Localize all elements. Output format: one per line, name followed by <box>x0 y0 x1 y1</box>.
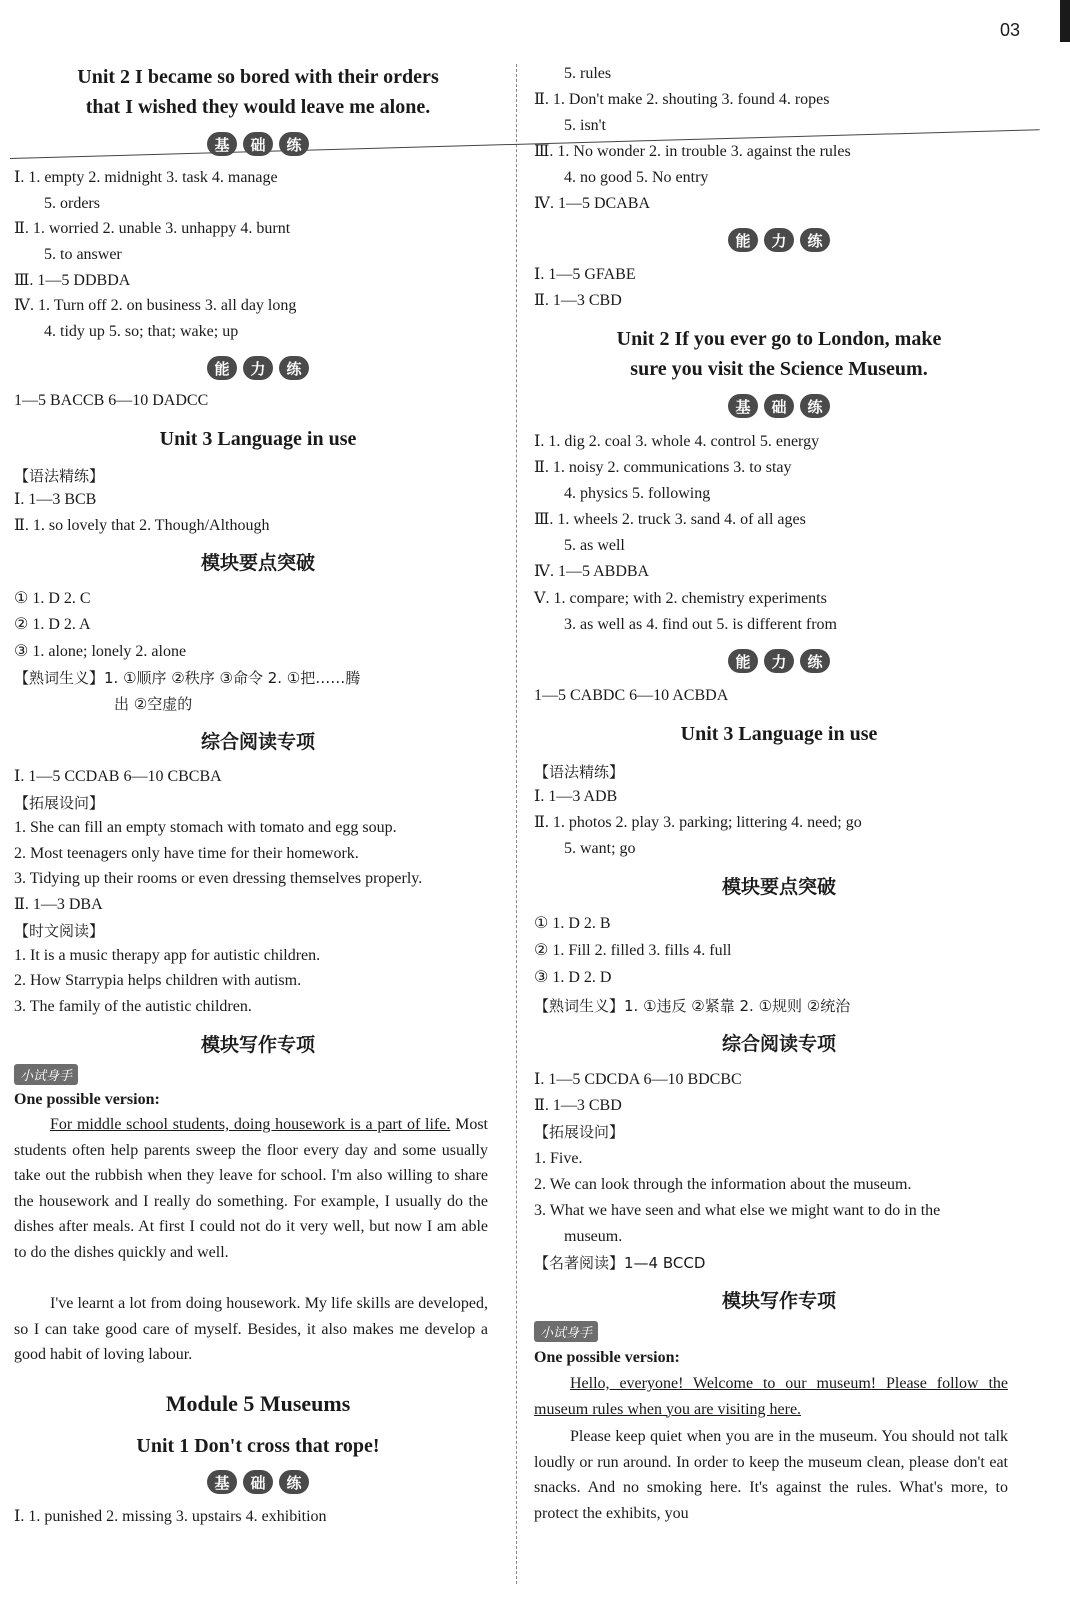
section-title: 模块写作专项 <box>200 1034 315 1056</box>
answer-line: 5. orders <box>44 195 100 212</box>
answer-line: 4. tidy up 5. so; that; wake; up <box>44 323 239 340</box>
answer-line: 【熟词生义】1. ①违反 ②紧靠 2. ①规则 ②统治 <box>534 997 851 1015</box>
basic-practice-badge <box>14 132 502 156</box>
possible-version-label: One possible version: <box>14 1091 160 1108</box>
answer-line: Ⅱ. 1—3 CBD <box>534 292 622 309</box>
answer-line: 1—5 CABDC 6—10 ACBDA <box>534 687 729 704</box>
answer-line: Ⅰ. 1—5 CCDAB 6—10 CBCBA <box>14 768 222 785</box>
answer-line: 4. no good 5. No entry <box>564 169 709 186</box>
badge-char: 基 <box>207 1470 237 1494</box>
section-head: 【拓展设问】 <box>534 1123 625 1141</box>
unit-title: Unit 2 If you ever go to London, make <box>616 328 942 350</box>
answer-line: 1. Five. <box>534 1150 583 1167</box>
answer-line: Ⅱ. 1—3 CBD <box>534 1097 622 1114</box>
answer-line: Ⅲ. 1. No wonder 2. in trouble 3. against the rules <box>534 143 851 160</box>
unit-title: sure you visit the Science Museum. <box>630 358 928 380</box>
unit-title: Unit 3 Language in use <box>680 723 878 745</box>
badge-char: 能 <box>728 228 758 252</box>
answer-line: ① 1. D 2. C <box>14 590 91 607</box>
answer-line: Ⅱ. 1. noisy 2. communications 3. to stay <box>534 459 792 476</box>
try-tag: 小试身手 <box>534 1321 598 1342</box>
answer-line: Ⅲ. 1. wheels 2. truck 3. sand 4. of all ages <box>534 511 806 528</box>
answer-line: ② 1. D 2. A <box>14 616 91 633</box>
answer-line: Ⅰ. 1—3 ADB <box>534 788 618 805</box>
essay-paragraph <box>14 1112 488 1265</box>
answer-line: 5. to answer <box>44 246 122 263</box>
answer-line: ③ 1. D 2. D <box>534 969 612 986</box>
section-title: 模块要点突破 <box>200 552 315 574</box>
badge-char: 能 <box>728 649 758 673</box>
badge-char: 能 <box>207 356 237 380</box>
answer-line: 3. The family of the autistic children. <box>14 998 252 1015</box>
essay-underlined: For middle school students, doing housework is a part of life. <box>50 1116 451 1133</box>
answer-line: 5. as well <box>564 537 625 554</box>
unit-title: Unit 2 I became so bored with their orders <box>77 66 439 88</box>
badge-char: 练 <box>800 228 830 252</box>
unit-title: Unit 3 Language in use <box>159 428 357 450</box>
answer-line: 2. Most teenagers only have time for their homework. <box>14 845 359 862</box>
answer-line: 5. rules <box>564 65 612 82</box>
basic-practice-badge <box>14 1470 502 1494</box>
badge-char: 练 <box>279 356 309 380</box>
badge-char: 练 <box>279 132 309 156</box>
answer-line: Ⅰ. 1. punished 2. missing 3. upstairs 4. exhibition <box>14 1508 327 1525</box>
badge-char: 础 <box>243 132 273 156</box>
answer-line: 出 ②空虚的 <box>114 695 193 713</box>
page-number: 03 <box>1000 20 1021 40</box>
answer-line: 4. physics 5. following <box>564 485 711 502</box>
answer-line: 1. She can fill an empty stomach with tomato and egg soup. <box>14 819 397 836</box>
answer-line: 3. Tidying up their rooms or even dressing themselves properly. <box>14 870 423 887</box>
answer-line: Ⅰ. 1—5 CDCDA 6—10 BDCBC <box>534 1071 742 1088</box>
answer-line: ① 1. D 2. B <box>534 915 611 932</box>
essay-text: Most students often help parents sweep the floor every day and some usually take out the rubbish when they leave for school. I'm also willing to share the housework and I really do something. For example, I usually do the dishes after meals. At first I could not do it very well, but now I am able to do the dishes quickly and well. <box>14 1116 488 1261</box>
basic-practice-badge <box>534 394 1024 418</box>
badge-char: 力 <box>764 228 794 252</box>
column-divider <box>516 64 517 1584</box>
section-head: 【语法精练】 <box>14 467 105 485</box>
badge-char: 础 <box>764 394 794 418</box>
section-head: 【语法精练】 <box>534 763 625 781</box>
badge-char: 基 <box>728 394 758 418</box>
ability-practice-badge <box>14 356 502 380</box>
badge-char: 基 <box>207 132 237 156</box>
ability-practice-badge <box>534 228 1024 252</box>
answer-line: ③ 1. alone; lonely 2. alone <box>14 643 187 660</box>
badge-char: 练 <box>279 1470 309 1494</box>
answer-line: 2. How Starrypia helps children with autism. <box>14 972 302 989</box>
badge-char: 础 <box>243 1470 273 1494</box>
section-title: 综合阅读专项 <box>721 1033 836 1055</box>
answer-line: Ⅱ. 1. photos 2. play 3. parking; littering 4. need; go <box>534 814 862 831</box>
edge-marker <box>1060 0 1070 42</box>
answer-line: Ⅰ. 1—5 GFABE <box>534 266 636 283</box>
essay-paragraph: I've learnt a lot from doing housework. My life skills are developed, so I can take good care of myself. Besides, it also makes me develop a good habit of loving labour. <box>14 1295 488 1363</box>
section-title: 模块写作专项 <box>721 1290 836 1312</box>
section-title: 综合阅读专项 <box>200 731 315 753</box>
essay-underlined: Hello, everyone! Welcome to our museum! Please follow the museum rules when you are visiting here. <box>534 1375 1008 1418</box>
answer-line: Ⅳ. 1—5 ABDBA <box>534 563 650 580</box>
answer-line: 1. It is a music therapy app for autistic children. <box>14 947 321 964</box>
ability-practice-badge <box>534 649 1024 673</box>
section-title: 模块要点突破 <box>721 876 836 898</box>
answer-line: Ⅱ. 1. Don't make 2. shouting 3. found 4. ropes <box>534 91 830 108</box>
badge-char: 练 <box>800 649 830 673</box>
badge-char: 练 <box>800 394 830 418</box>
answer-line: Ⅴ. 1. compare; with 2. chemistry experiments <box>534 590 827 607</box>
answer-line: 1—5 BACCB 6—10 DADCC <box>14 392 209 409</box>
answer-line: Ⅳ. 1. Turn off 2. on business 3. all day long <box>14 297 297 314</box>
answer-line: Ⅰ. 1. empty 2. midnight 3. task 4. manage <box>14 169 278 186</box>
answer-line: 3. as well as 4. find out 5. is different from <box>564 616 837 633</box>
answer-line: 【熟词生义】1. ①顺序 ②秩序 ③命令 2. ①把……腾 <box>14 669 361 687</box>
answer-line: museum. <box>564 1228 623 1245</box>
try-tag: 小试身手 <box>14 1064 78 1085</box>
possible-version-label: One possible version: <box>534 1349 680 1366</box>
unit-title: Unit 1 Don't cross that rope! <box>136 1435 380 1457</box>
answer-line: Ⅱ. 1. so lovely that 2. Though/Although <box>14 517 270 534</box>
badge-char: 力 <box>243 356 273 380</box>
section-head: 【时文阅读】 <box>14 922 105 940</box>
badge-char: 力 <box>764 649 794 673</box>
answer-line: Ⅰ. 1—3 BCB <box>14 491 97 508</box>
answer-line: 2. We can look through the information about the museum. <box>534 1176 912 1193</box>
answer-line: Ⅳ. 1—5 DCABA <box>534 195 650 212</box>
answer-line: 3. What we have seen and what else we might want to do in the <box>534 1202 941 1219</box>
answer-line: Ⅰ. 1. dig 2. coal 3. whole 4. control 5. energy <box>534 433 820 450</box>
answer-line: ② 1. Fill 2. filled 3. fills 4. full <box>534 942 732 959</box>
unit-title: that I wished they would leave me alone. <box>85 96 431 118</box>
answer-line: 【名著阅读】1—4 BCCD <box>534 1254 706 1272</box>
essay-paragraph <box>534 1371 1008 1422</box>
answer-line: 5. want; go <box>564 840 636 857</box>
answer-line: Ⅱ. 1. worried 2. unable 3. unhappy 4. burnt <box>14 220 291 237</box>
answer-line: 5. isn't <box>564 117 606 134</box>
answer-line: Ⅱ. 1—3 DBA <box>14 896 103 913</box>
answer-line: Ⅲ. 1—5 DDBDA <box>14 272 131 289</box>
section-head: 【拓展设问】 <box>14 794 105 812</box>
essay-paragraph: Please keep quiet when you are in the museum. You should not talk loudly or run around. In order to keep the museum clean, please don't eat snacks. And no smoking here. It's against the rules. What's more, to protect the exhibits, you <box>534 1428 1008 1522</box>
module-title: Module 5 Museums <box>165 1391 351 1416</box>
